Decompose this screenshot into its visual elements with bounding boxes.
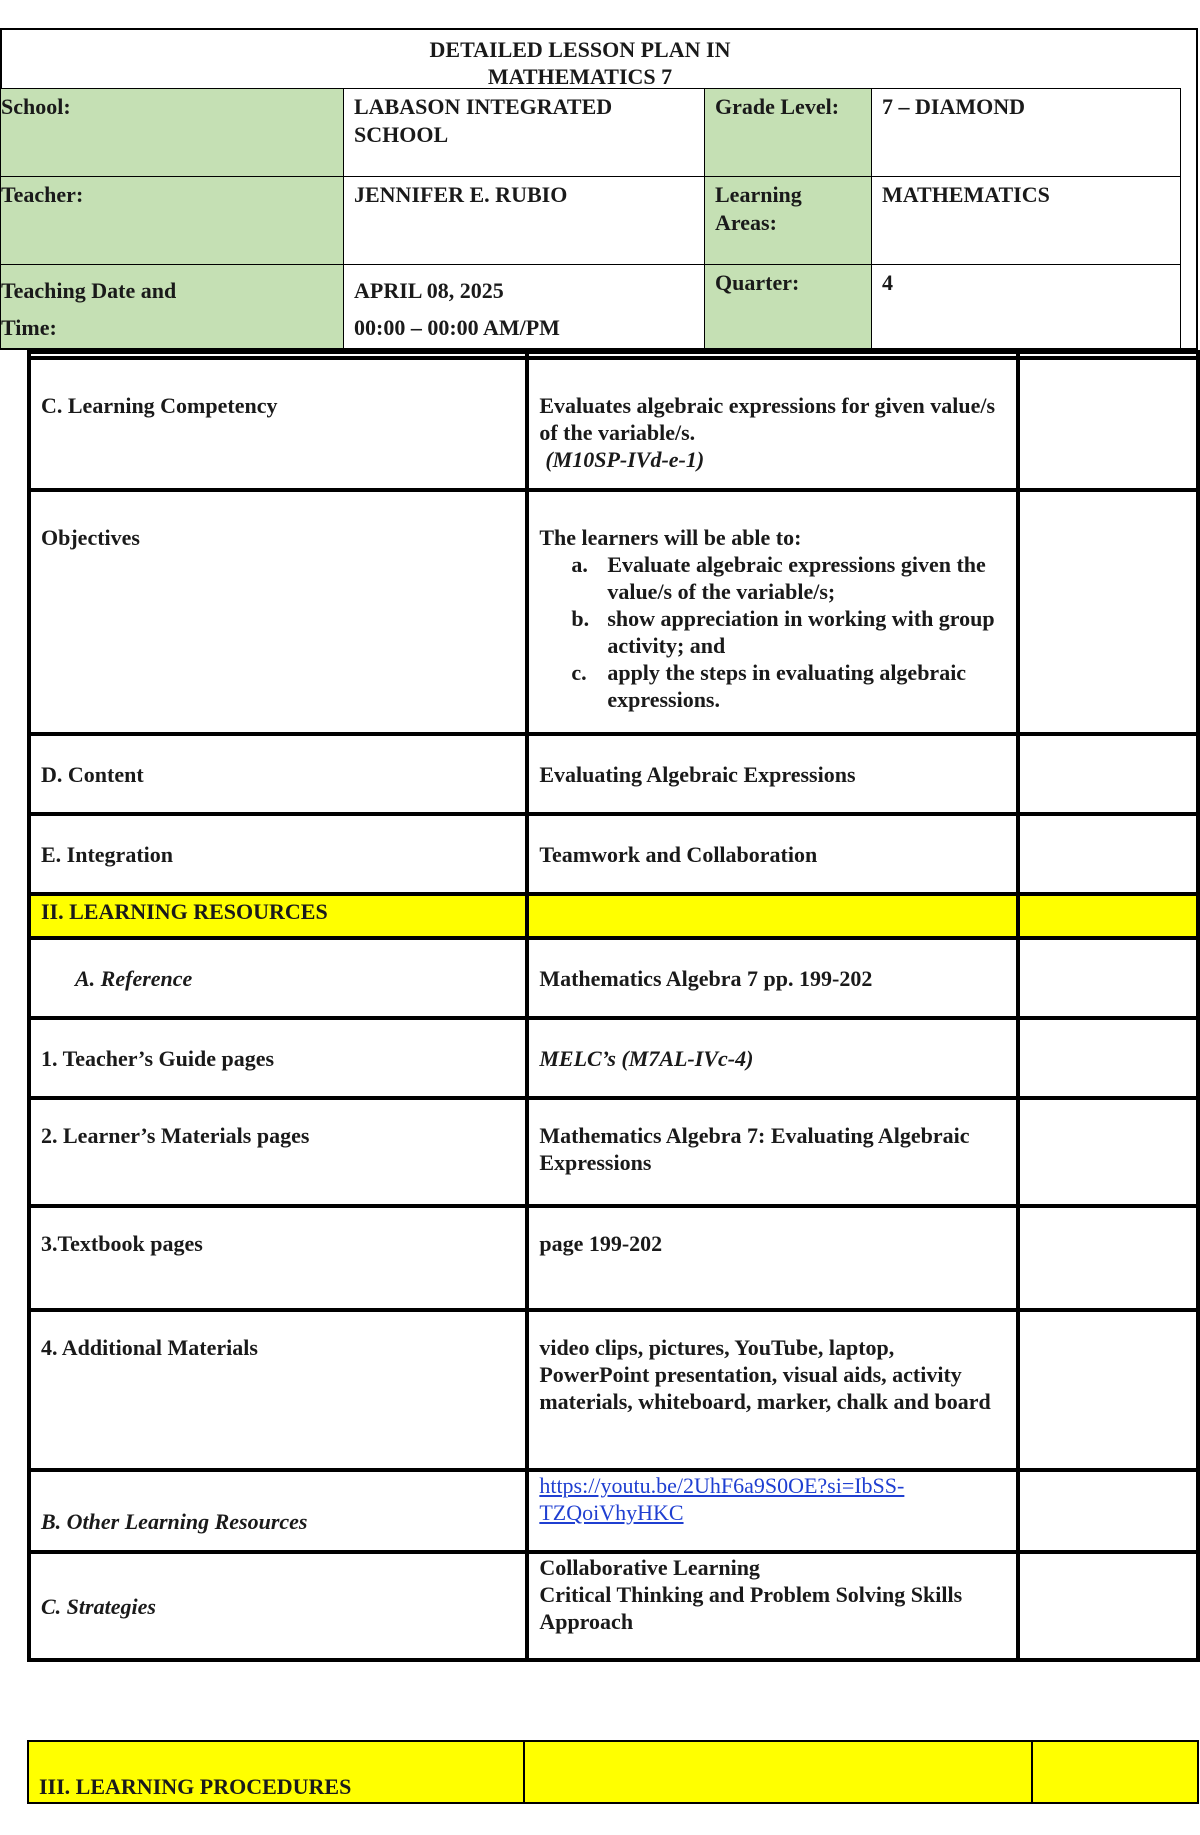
table-row bbox=[29, 814, 1198, 894]
table-row bbox=[29, 490, 1198, 734]
reference-value: Mathematics Algebra 7 pp. 199-202 bbox=[527, 938, 1018, 1018]
strategy-line-1: Collaborative Learning bbox=[539, 1555, 760, 1580]
learning-area-value: MATHEMATICS bbox=[872, 177, 1181, 265]
heading-blank-cell bbox=[1032, 1741, 1198, 1803]
school-value-line-1: LABASON INTEGRATED bbox=[354, 94, 613, 119]
table-row bbox=[29, 1018, 1198, 1098]
list-marker: c. bbox=[571, 660, 587, 685]
remarks-cell bbox=[1018, 1470, 1198, 1552]
remarks-cell bbox=[1018, 1552, 1198, 1660]
school-label: School: bbox=[1, 89, 344, 177]
procedures-heading: III. LEARNING PROCEDURES bbox=[28, 1741, 524, 1803]
teacher-value: JENNIFER E. RUBIO bbox=[344, 177, 705, 265]
learning-area-label bbox=[705, 177, 872, 265]
table-row bbox=[29, 734, 1198, 814]
grade-value: 7 – DIAMOND bbox=[872, 89, 1181, 177]
competency-text: Evaluates algebraic expressions for given value/s of the variable/s. bbox=[539, 393, 996, 445]
learning-label-line-1: Learning bbox=[715, 182, 802, 207]
additional-materials-value: video clips, pictures, YouTube, laptop, PowerPoint presentation, visual aids, activity materials, whiteboard, marker, chalk and board bbox=[527, 1310, 1018, 1470]
date-value bbox=[344, 265, 705, 349]
title-line-2: MATHEMATICS 7 bbox=[487, 64, 673, 89]
date-label bbox=[1, 265, 344, 349]
document-title bbox=[0, 36, 1160, 90]
objectives-list bbox=[539, 551, 1006, 713]
teacher-label: Teacher: bbox=[1, 177, 344, 265]
list-item bbox=[571, 551, 1006, 605]
strategy-line-2: Critical Thinking and Problem Solving Skills Approach bbox=[539, 1582, 963, 1634]
remarks-cell bbox=[1018, 1310, 1198, 1470]
header-info-table bbox=[0, 88, 1181, 349]
remarks-cell bbox=[1018, 1098, 1198, 1206]
table-row bbox=[29, 938, 1198, 1018]
resource-link-line-2[interactable]: TZQoiVhyHKC bbox=[539, 1500, 684, 1525]
objectives-intro: The learners will be able to: bbox=[539, 525, 802, 550]
list-marker: b. bbox=[571, 606, 590, 631]
time-value-text: 00:00 – 00:00 AM/PM bbox=[354, 315, 560, 340]
other-resources-value[interactable] bbox=[527, 1470, 1018, 1552]
list-item bbox=[571, 605, 1006, 659]
section-heading-row bbox=[28, 1741, 1198, 1803]
heading-blank-cell bbox=[524, 1741, 1032, 1803]
objectives-value bbox=[527, 490, 1018, 734]
other-resources-label: B. Other Learning Resources bbox=[29, 1470, 527, 1552]
date-value-text: APRIL 08, 2025 bbox=[354, 278, 504, 303]
reference-label: A. Reference bbox=[29, 938, 527, 1018]
integration-label: E. Integration bbox=[29, 814, 527, 894]
integration-value: Teamwork and Collaboration bbox=[527, 814, 1018, 894]
section-heading-row bbox=[29, 894, 1198, 938]
textbook-label: 3.Textbook pages bbox=[29, 1206, 527, 1310]
learners-materials-value: Mathematics Algebra 7: Evaluating Algebraic Expressions bbox=[527, 1098, 1018, 1206]
remarks-cell bbox=[1018, 734, 1198, 814]
remarks-cell bbox=[1018, 814, 1198, 894]
textbook-value: page 199-202 bbox=[527, 1206, 1018, 1310]
remarks-cell bbox=[1018, 1018, 1198, 1098]
date-label-line-2: Time: bbox=[1, 315, 57, 340]
remarks-cell bbox=[1018, 938, 1198, 1018]
content-label: D. Content bbox=[29, 734, 527, 814]
remarks-cell bbox=[1018, 1206, 1198, 1310]
resources-heading: II. LEARNING RESOURCES bbox=[29, 894, 527, 938]
lesson-table bbox=[27, 350, 1200, 1662]
remarks-cell bbox=[1018, 490, 1198, 734]
learning-label-line-2: Areas: bbox=[715, 210, 777, 235]
remarks-cell bbox=[1018, 358, 1198, 490]
grade-label: Grade Level: bbox=[705, 89, 872, 177]
table-row bbox=[29, 1310, 1198, 1470]
objectives-label: Objectives bbox=[29, 490, 527, 734]
learners-materials-label: 2. Learner’s Materials pages bbox=[29, 1098, 527, 1206]
objective-text: show appreciation in working with group activity; and bbox=[607, 606, 995, 658]
additional-materials-label: 4. Additional Materials bbox=[29, 1310, 527, 1470]
title-line-1: DETAILED LESSON PLAN IN bbox=[429, 37, 731, 62]
teachers-guide-value: MELC’s (M7AL-IVc-4) bbox=[527, 1018, 1018, 1098]
strategies-label: C. Strategies bbox=[29, 1552, 527, 1660]
date-label-line-1: Teaching Date and bbox=[1, 278, 177, 303]
objective-text: Evaluate algebraic expressions given the value/s of the variable/s; bbox=[607, 552, 986, 604]
table-row bbox=[29, 1470, 1198, 1552]
table-row bbox=[29, 1552, 1198, 1660]
strategies-value bbox=[527, 1552, 1018, 1660]
table-row bbox=[29, 1206, 1198, 1310]
resource-link-line-1[interactable]: https://youtu.be/2UhF6a9S0OE?si=IbSS- bbox=[539, 1473, 905, 1498]
heading-blank-cell bbox=[527, 894, 1018, 938]
list-marker: a. bbox=[571, 552, 588, 577]
quarter-value: 4 bbox=[872, 265, 1181, 349]
list-item bbox=[571, 659, 1006, 713]
competency-label: C. Learning Competency bbox=[29, 358, 527, 490]
table-row bbox=[29, 358, 1198, 490]
school-value-line-2: SCHOOL bbox=[354, 122, 449, 147]
table-row bbox=[29, 1098, 1198, 1206]
school-value bbox=[344, 89, 705, 177]
content-value: Evaluating Algebraic Expressions bbox=[527, 734, 1018, 814]
heading-blank-cell bbox=[1018, 894, 1198, 938]
quarter-label: Quarter: bbox=[705, 265, 872, 349]
competency-code: (M10SP-IVd-e-1) bbox=[545, 447, 705, 472]
teachers-guide-label: 1. Teacher’s Guide pages bbox=[29, 1018, 527, 1098]
competency-value bbox=[527, 358, 1018, 490]
procedures-table bbox=[27, 1740, 1199, 1804]
objective-text: apply the steps in evaluating algebraic expressions. bbox=[607, 660, 967, 712]
